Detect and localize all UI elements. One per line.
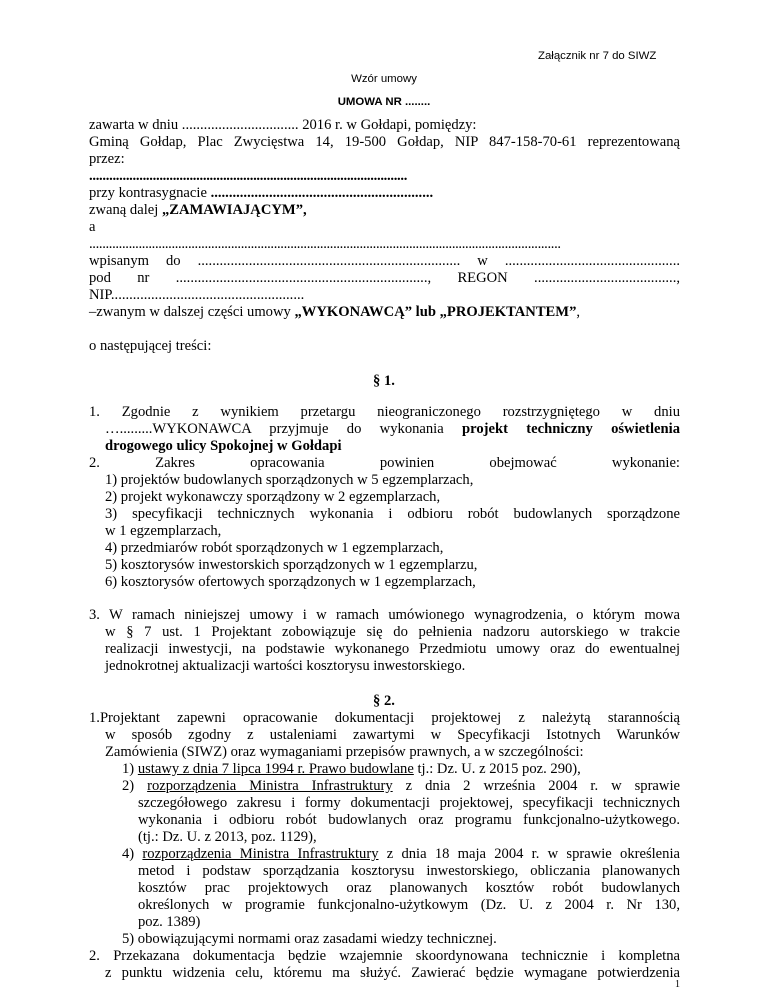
project-subject-cont: drogowego ulicy Spokojnej w Gołdapi [105,438,342,454]
page-number: 1 [675,979,680,990]
law-item-2-cont: wykonania i odbioru robót budowlanych oraz programu funkcjonalno-użytkowego. [138,812,680,828]
intro-closing: o następującej treści: [89,338,212,354]
section-1-paragraph-1-cont [105,421,680,438]
section-1-paragraph-2: 2. Zakres opracowania powinien obejmować wykonanie: [89,455,680,471]
contractor-definition-label: –zwanym w dalszej części umowy [89,304,295,320]
list-item: 3) specyfikacji technicznych wykonania i odbioru robót budowlanych sporządzone [105,506,680,522]
representative-blank: ............................................................................................... [89,168,408,184]
law-text: tj.: Dz. U. z 2015 poz. 290), [413,761,581,777]
list-item: 2) projekt wykonawczy sporządzony w 2 egzemplarzach, [105,489,441,505]
section-1-paragraph-3-cont: realizacji inwestycji, na podstawie wykonanego Przedmiotu umowy oraz do ewentualnej [105,641,680,657]
attachment-label: Załącznik nr 7 do SIWZ [538,50,657,62]
contractor-definition-end: , [576,304,581,320]
list-item: 4) przedmiarów robót sporządzonych w 1 egzemplarzach, [105,540,444,556]
law-item-2-cont: (tj.: Dz. U. z 2013, poz. 1129), [138,829,317,845]
law-item-1 [122,761,581,778]
law-item-2-cont: szczegółowego zakresu i formy dokumentacji projektowej, specyfikacji technicznych [138,795,680,811]
contractor-term: „WYKONAWCĄ” lub „PROJEKTANTEM” [294,304,577,320]
intro-line: zawarta w dniu ................................ 2016 r. w Gołdapi, pomiędzy: [89,117,477,133]
law-number: 2) [122,778,148,794]
client-definition-line [89,202,307,219]
client-definition-label: zwaną dalej [89,202,162,218]
law-item-4-cont: metod i podstaw sporządzania kosztorysu inwestorskiego, obliczania planowanych [138,863,680,879]
contractor-definition-line [89,304,580,321]
law-item-4-cont: kosztów prac projektowych oraz planowanych kosztów robót budowlanych [138,880,680,896]
countersignature-label: przy kontrasygnacie [89,185,211,201]
law-reference-link: rozporządzenia Ministra Infrastruktury [147,778,393,794]
law-text: z dnia 18 maja 2004 r. w sprawie określenia [378,846,680,862]
section-1-paragraph-3: 3. W ramach niniejszej umowy i w ramach umówionego wynagrodzenia, o którym mowa [89,607,680,623]
law-item-2 [122,778,680,795]
section-1-text: ….........WYKONAWCA przyjmuje do wykonania [105,421,463,437]
intro-line: przez: [89,151,125,167]
list-item: 5) kosztorysów inwestorskich sporządzonych w 1 egzemplarzu, [105,557,478,573]
law-item-4-cont: poz. 1389) [138,914,201,930]
law-number: 1) [122,761,138,777]
law-number: 4) [122,846,143,862]
intro-line: a [89,219,96,235]
law-reference-link: rozporządzenia Ministra Infrastruktury [142,846,379,862]
template-label: Wzór umowy [351,73,417,85]
section-2-paragraph-1-cont: Zamówienia (SIWZ) oraz wymaganiami przepisów prawnych, a w szczególności: [105,744,584,760]
countersignature-blank: ............................................................. [210,185,434,201]
countersignature-line [89,185,433,202]
nip-line: NIP..................................................... [89,287,305,303]
intro-line: Gminą Gołdap, Plac Zwycięstwa 14, 19-500 Gołdap, NIP 847-158-70-61 reprezentowaną [89,134,680,150]
section-1-heading: § 1. [373,373,395,389]
list-item: 1) projektów budowlanych sporządzonych w 5 egzemplarzach, [105,472,474,488]
section-2-paragraph-1: 1.Projektant zapewni opracowanie dokumentacji projektowej z należytą starannością [89,710,680,726]
contract-title: UMOWA NR ........ [337,96,431,108]
section-1-paragraph-3-cont: w § 7 ust. 1 Projektant zobowiązuje się do pełnienia nadzoru autorskiego w trakcie [105,624,680,640]
regon-line: pod nr ....................................................................., REGON ......................................., [89,270,680,286]
contractor-blank: ............................................................................................................................................... [89,236,561,252]
section-2-paragraph-2: 2. Przekazana dokumentacja będzie wzajemnie skoordynowana technicznie i kompletna [89,948,680,964]
section-2-paragraph-2-cont: z punktu widzenia celu, któremu ma służyć. Zawierać będzie wymagane potwierdzenia [105,965,680,981]
section-1-paragraph-3-cont: jednokrotnej aktualizacji wartości kosztorysu inwestorskiego. [105,658,466,674]
law-item-4 [122,846,680,863]
list-item-cont: w 1 egzemplarzach, [105,523,222,539]
project-subject: projekt techniczny oświetlenia [462,421,680,437]
section-2-heading: § 2. [373,693,395,709]
client-term: „ZAMAWIAJĄCYM”, [161,202,307,218]
section-2-paragraph-1-cont: w sposób zgodny z ustaleniami zawartymi w Specyfikacji Istotnych Warunków [105,727,680,743]
law-reference-link: ustawy z dnia 7 lipca 1994 r. Prawo budowlane [137,761,414,777]
list-item: 6) kosztorysów ofertowych sporządzonych w 1 egzemplarzach, [105,574,476,590]
section-1-paragraph-1: 1. Zgodnie z wynikiem przetargu nieograniczonego rozstrzygniętego w dniu [89,404,680,420]
registry-line: wpisanym do ........................................................................ w ................................................ [89,253,680,269]
law-text: z dnia 2 września 2004 r. w sprawie [392,778,680,794]
law-item-5: 5) obowiązującymi normami oraz zasadami wiedzy technicznej. [122,931,497,947]
law-item-4-cont: określonych w programie funkcjonalno-użytkowym (Dz. U. z 2004 r. Nr 130, [138,897,680,913]
